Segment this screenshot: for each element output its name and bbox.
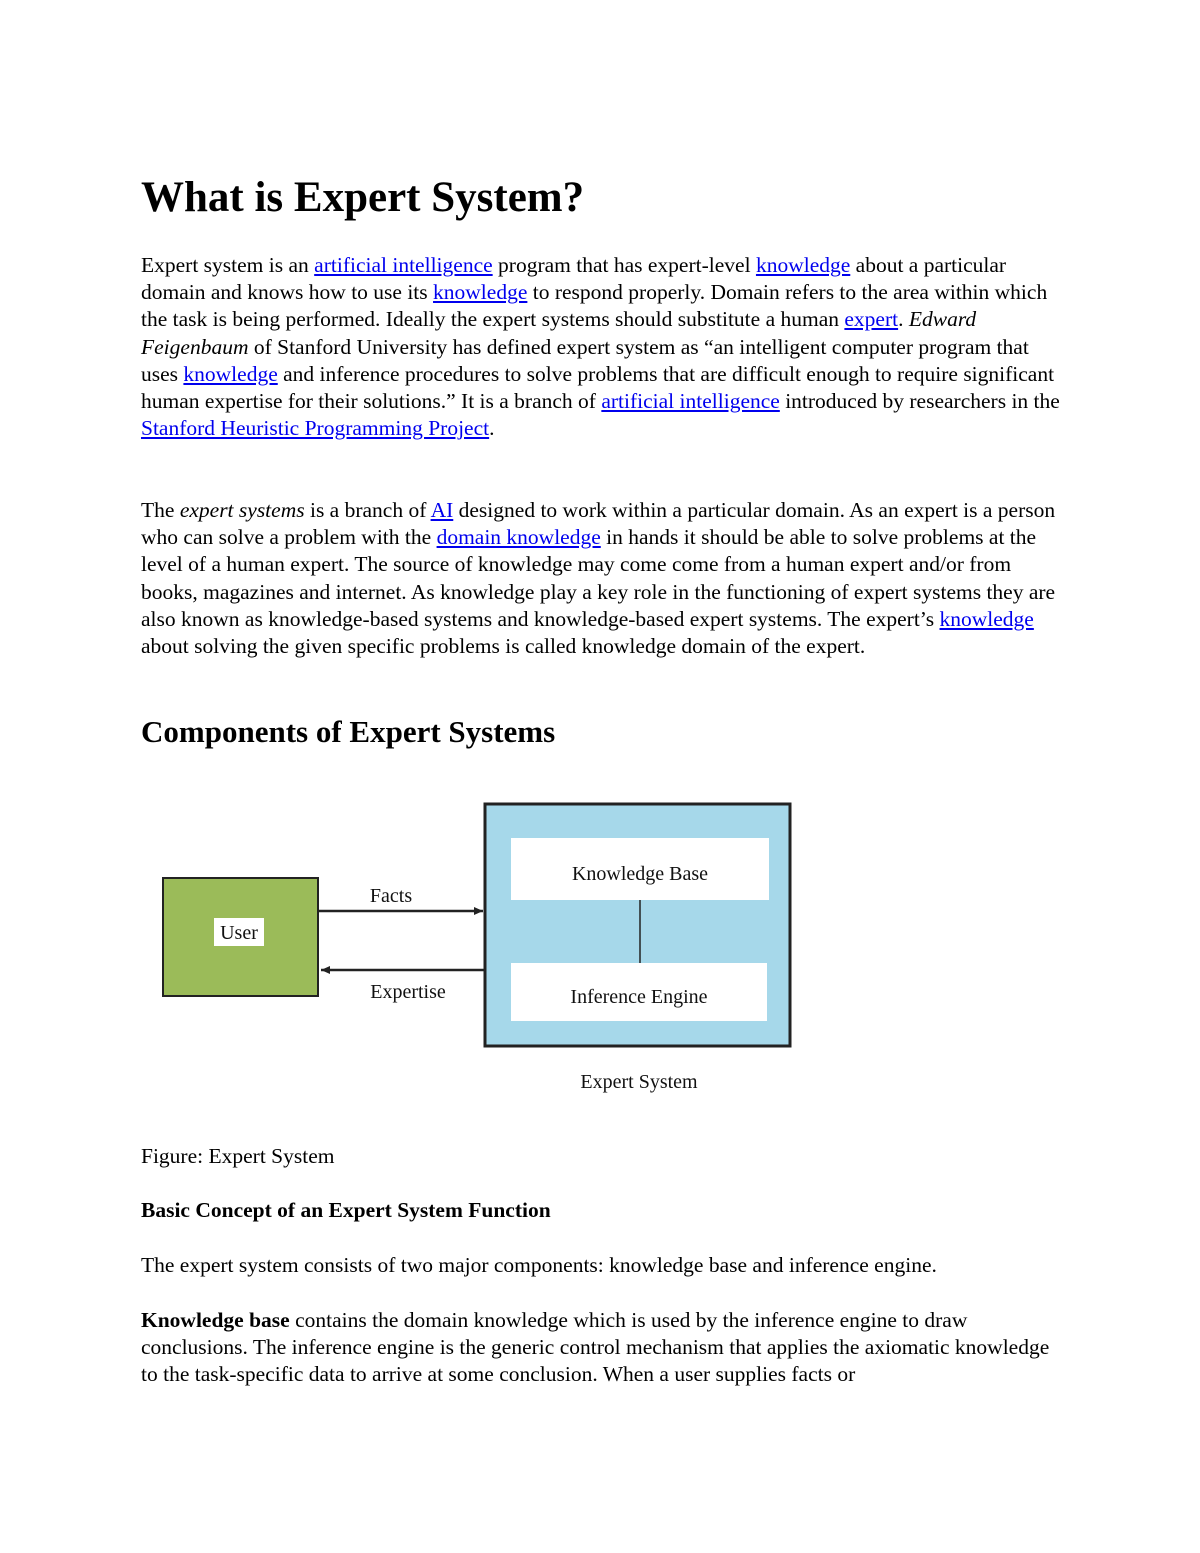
link-artificial-intelligence[interactable]: artificial intelligence xyxy=(601,389,780,414)
link-expert[interactable]: expert xyxy=(844,307,899,332)
knowledge-base-paragraph: Knowledge base contains the domain knowledge which is used by the inference engine to draw conclusions. The inference engine is the generic control mechanism that applies the axiomatic knowledge to the task-specific data to arrive at some conclusion. When a user supplies facts or xyxy=(141,1308,1050,1387)
expert-system-diagram xyxy=(141,790,1061,1110)
section-heading: Components of Expert Systems xyxy=(141,714,556,749)
expert-systems-paragraph: The expert systems is a branch of AI designed to work within a particular domain. As an expert is a person who can solve a problem with the domain knowledge in hands it should be able to solve problems at the level of a human expert. The source of knowledge may come come from a human expert and/or from books, magazines and internet. As knowledge play a key role in the functioning of expert systems they are also known as knowledge-based systems and knowledge-based expert systems. The expert’s knowledge about solving the given specific problems is called knowledge domain of the expert. xyxy=(141,498,1056,659)
link-artificial-intelligence[interactable]: artificial intelligence xyxy=(314,253,493,277)
components-paragraph: The expert system consists of two major components: knowledge base and inference engine. xyxy=(141,1253,937,1277)
figure-caption: Figure: Expert System xyxy=(141,1144,335,1168)
link-knowledge[interactable]: knowledge xyxy=(755,253,851,277)
author-name: Edward Feigenbaum xyxy=(141,307,977,359)
link-domain-knowledge[interactable]: domain knowledge xyxy=(436,525,601,550)
user-label: User xyxy=(220,922,258,944)
link-knowledge[interactable]: knowledge xyxy=(939,606,1034,631)
link-ai[interactable]: AI xyxy=(430,498,454,522)
intro-paragraph: Expert system is an artificial intelligence program that has expert-level knowledge about a particular domain and knows how to use its knowledge to respond properly. Domain refers to the area within which the task is being performed. Ideally the expert systems should substitute a human expert. Edward Feigenbaum of Stanford University has defined expert system as “an intelligent computer program that uses knowledge and inference procedures to solve problems that are difficult enough to require significant human expertise for their solutions.” It is a branch of artificial intelligence introduced by researchers in the Stanford Heuristic Programming Project. xyxy=(141,253,1060,441)
page-title: What is Expert System? xyxy=(141,174,585,221)
link-stanford-heuristic-programming-project[interactable]: Stanford Heuristic Programming Project xyxy=(141,416,490,441)
subheading: Basic Concept of an Expert System Function xyxy=(141,1198,551,1222)
link-knowledge[interactable]: knowledge xyxy=(433,280,528,305)
link-knowledge[interactable]: knowledge xyxy=(183,361,278,386)
facts-label: Facts xyxy=(369,885,413,907)
inference-engine-label: Inference Engine xyxy=(570,986,708,1008)
expert-system-caption: Expert System xyxy=(580,1071,698,1093)
knowledge-base-label: Knowledge Base xyxy=(571,863,709,885)
expertise-label: Expertise xyxy=(370,981,446,1003)
